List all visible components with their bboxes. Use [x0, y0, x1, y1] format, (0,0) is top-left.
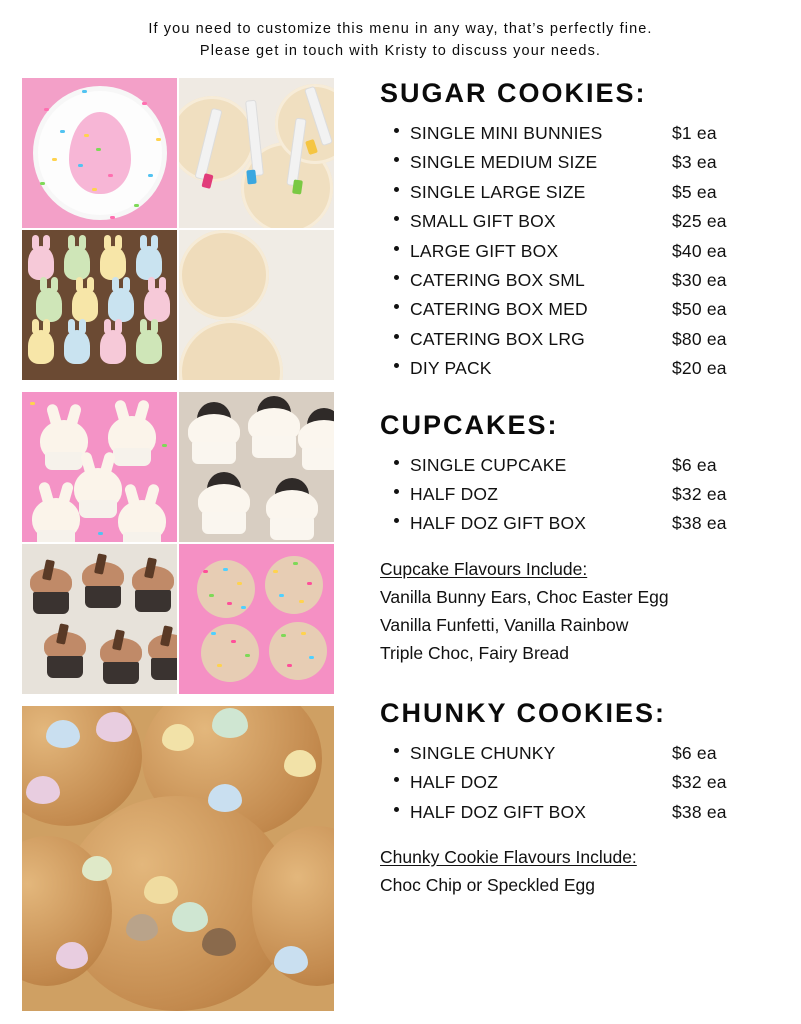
bullet-icon — [394, 363, 399, 368]
list-item — [410, 354, 791, 383]
item-price: $20 ea — [672, 358, 727, 379]
chunky-cookie-flavours — [380, 847, 791, 899]
cupcake-flavours-line: Vanilla Funfetti, Vanilla Rainbow — [380, 615, 629, 636]
list-item — [410, 480, 791, 509]
item-name: SMALL GIFT BOX — [410, 211, 556, 232]
photo-icing-pens-closeup — [179, 230, 334, 380]
list-item — [410, 451, 791, 480]
bullet-icon — [394, 216, 399, 221]
list-item — [410, 119, 791, 148]
photo-pastel-bunny-cookies — [22, 230, 177, 380]
cupcake-flavours-line: Triple Choc, Fairy Bread — [380, 643, 569, 664]
bullet-icon — [394, 518, 399, 523]
item-name: HALF DOZ GIFT BOX — [410, 513, 587, 534]
price-list-chunky-cookies — [380, 739, 791, 827]
item-price: $1 ea — [672, 123, 717, 143]
item-price: $80 ea — [672, 328, 727, 349]
item-name: CATERING BOX MED — [410, 299, 588, 320]
bullet-icon — [394, 460, 399, 465]
chunky-flavours-line: Choc Chip or Speckled Egg — [380, 874, 595, 895]
list-item — [410, 178, 791, 207]
item-name: SINGLE CUPCAKE — [410, 454, 567, 475]
menu-text-column — [354, 78, 801, 899]
item-name: SINGLE LARGE SIZE — [410, 181, 586, 202]
bullet-icon — [394, 748, 399, 753]
list-item — [410, 739, 791, 768]
bullet-icon — [394, 807, 399, 812]
item-price: $25 ea — [672, 211, 727, 232]
photo-diy-icing-pens — [179, 78, 334, 228]
list-item — [410, 295, 791, 324]
cupcake-flavours — [380, 559, 791, 668]
item-name: SINGLE MINI BUNNIES — [410, 123, 603, 143]
list-item — [410, 148, 791, 177]
bullet-icon — [394, 334, 399, 339]
photo-choc-cupcakes-box — [22, 544, 177, 694]
bullet-icon — [394, 777, 399, 782]
item-price: $30 ea — [672, 269, 727, 290]
item-price: $3 ea — [672, 152, 717, 173]
list-item — [410, 207, 791, 236]
price-list-sugar-cookies — [380, 119, 791, 384]
item-price: $6 ea — [672, 742, 717, 763]
photo-oreo-cupcakes — [179, 392, 334, 542]
list-item — [410, 325, 791, 354]
item-price: $5 ea — [672, 181, 717, 202]
photo-easter-egg-cookie — [22, 78, 177, 228]
bullet-icon — [394, 187, 399, 192]
photo-sprinkle-cupcakes — [179, 544, 334, 694]
item-price: $50 ea — [672, 299, 727, 320]
photo-collage — [22, 78, 354, 1011]
bullet-icon — [394, 275, 399, 280]
photo-chunky-cookies-mini-eggs — [22, 706, 334, 1011]
item-price: $38 ea — [672, 513, 727, 534]
photo-bunny-ear-cupcakes — [22, 392, 177, 542]
item-price: $40 ea — [672, 240, 727, 261]
photo-grid-sugar-cookies — [22, 78, 334, 380]
item-price: $32 ea — [672, 772, 727, 793]
item-name: CATERING BOX SML — [410, 269, 585, 290]
item-name: SINGLE MEDIUM SIZE — [410, 152, 598, 173]
bullet-icon — [394, 128, 399, 133]
section-title-chunky-cookies: CHUNKY COOKIES: — [380, 697, 667, 728]
chunky-flavours-heading: Chunky Cookie Flavours Include: — [380, 846, 637, 867]
item-price: $6 ea — [672, 454, 717, 475]
bullet-icon — [394, 246, 399, 251]
item-name: HALF DOZ GIFT BOX — [410, 801, 587, 822]
photo-grid-cupcakes — [22, 392, 334, 694]
item-price: $32 ea — [672, 483, 727, 504]
list-item — [410, 768, 791, 797]
section-title-cupcakes: CUPCAKES: — [380, 409, 559, 440]
section-title-sugar-cookies: SUGAR COOKIES: — [380, 78, 647, 108]
list-item — [410, 798, 791, 827]
item-name: DIY PACK — [410, 358, 492, 379]
price-list-cupcakes — [380, 451, 791, 539]
list-item — [410, 237, 791, 266]
cupcake-flavours-line: Vanilla Bunny Ears, Choc Easter Egg — [380, 586, 669, 607]
item-name: LARGE GIFT BOX — [410, 240, 559, 261]
header-note — [0, 0, 801, 63]
bullet-icon — [394, 304, 399, 309]
list-item — [410, 509, 791, 538]
cupcake-flavours-heading: Cupcake Flavours Include: — [380, 558, 588, 579]
header-note-line-2: Please get in touch with Kristy to discuss your needs. — [199, 43, 602, 60]
item-name: CATERING BOX LRG — [410, 328, 585, 349]
item-price: $38 ea — [672, 801, 727, 822]
item-name: HALF DOZ — [410, 483, 499, 504]
menu-content — [0, 78, 801, 1011]
bullet-icon — [394, 489, 399, 494]
item-name: SINGLE CHUNKY — [410, 742, 556, 763]
item-name: HALF DOZ — [410, 772, 499, 793]
bullet-icon — [394, 157, 399, 162]
header-note-line-1: If you need to customize this menu in any way, that’s perfectly fine. — [148, 21, 653, 37]
list-item — [410, 266, 791, 295]
